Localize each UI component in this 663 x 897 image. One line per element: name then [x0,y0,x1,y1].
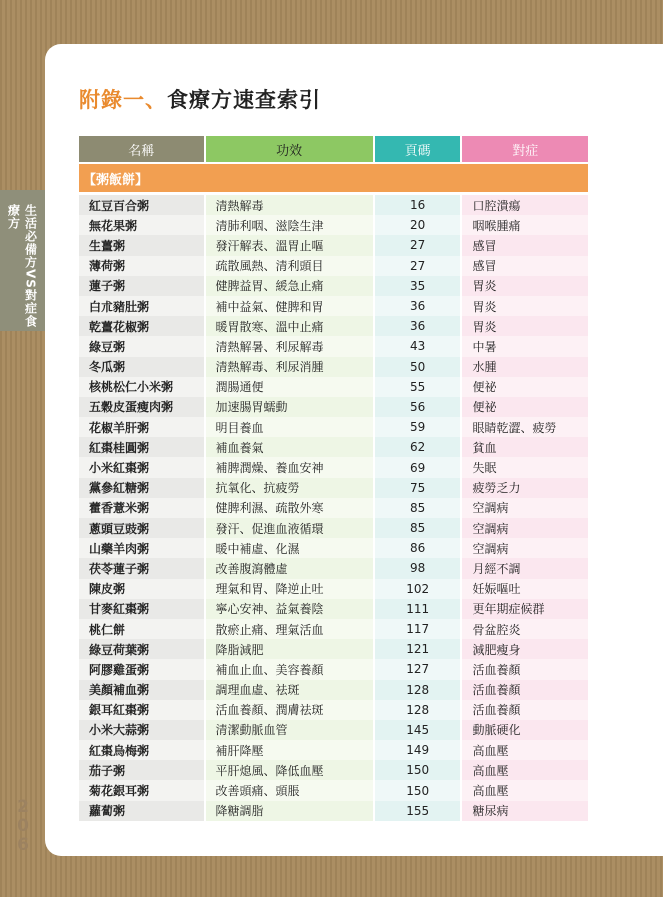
recipe-symptom: 貧血 [462,437,588,457]
recipe-symptom: 感冒 [462,256,588,276]
table-row [79,235,588,255]
recipe-name: 菊花銀耳粥 [79,780,204,800]
table-row [79,801,588,821]
recipe-page: 75 [375,478,461,498]
recipe-page: 50 [375,357,461,377]
table-row [79,780,588,800]
recipe-effect: 調理血虛、祛斑 [206,680,373,700]
recipe-name: 綠豆荷葉粥 [79,639,204,659]
recipe-page: 20 [375,215,461,235]
table-row [79,639,588,659]
table-row [79,599,588,619]
recipe-effect: 疏散風熱、清利頭目 [206,256,373,276]
recipe-page: 62 [375,437,461,457]
recipe-page: 85 [375,518,461,538]
recipe-effect: 補脾潤燥、養血安神 [206,457,373,477]
recipe-page: 59 [375,417,461,437]
recipe-effect: 補中益氣、健脾和胃 [206,296,373,316]
recipe-page: 27 [375,235,461,255]
recipe-effect: 補肝降壓 [206,740,373,760]
table-row [79,760,588,780]
recipe-page: 155 [375,801,461,821]
recipe-name: 紅棗桂圓粥 [79,437,204,457]
recipe-name: 茯苓蓮子粥 [79,558,204,578]
page-title [79,84,321,114]
recipe-symptom: 骨盆腔炎 [462,619,588,639]
recipe-effect: 散瘀止痛、理氣活血 [206,619,373,639]
recipe-name: 生薑粥 [79,235,204,255]
chapter-side-tab [0,190,45,331]
header-name: 名稱 [79,136,204,162]
table-row [79,720,588,740]
recipe-page: 55 [375,377,461,397]
recipe-symptom: 水腫 [462,357,588,377]
recipe-symptom: 動脈硬化 [462,720,588,740]
recipe-name: 蔥頭豆豉粥 [79,518,204,538]
recipe-symptom: 活血養顏 [462,700,588,720]
recipe-effect: 平肝熄風、降低血壓 [206,760,373,780]
recipe-page: 36 [375,296,461,316]
recipe-effect: 健脾益胃、緩急止痛 [206,276,373,296]
recipe-symptom: 感冒 [462,235,588,255]
recipe-page: 85 [375,498,461,518]
recipe-name: 蘿蔔粥 [79,801,204,821]
recipe-effect: 潤腸通便 [206,377,373,397]
recipe-name: 白朮豬肚粥 [79,296,204,316]
table-body [79,195,588,821]
recipe-symptom: 空調病 [462,498,588,518]
recipe-symptom: 高血壓 [462,780,588,800]
recipe-symptom: 減肥瘦身 [462,639,588,659]
recipe-symptom: 口腔潰瘍 [462,195,588,215]
table-row [79,518,588,538]
recipe-page: 128 [375,700,461,720]
recipe-page: 117 [375,619,461,639]
recipe-page: 149 [375,740,461,760]
recipe-effect: 發汗、促進血液循環 [206,518,373,538]
table-row [79,659,588,679]
recipe-effect: 加速腸胃蠕動 [206,397,373,417]
title-main: 食療方速查索引 [167,88,321,112]
recipe-page: 35 [375,276,461,296]
recipe-page: 150 [375,780,461,800]
recipe-page: 69 [375,457,461,477]
table-row [79,700,588,720]
recipe-effect: 抗氧化、抗疲勞 [206,478,373,498]
recipe-name: 乾薑花椒粥 [79,316,204,336]
recipe-symptom: 活血養顏 [462,680,588,700]
recipe-symptom: 胃炎 [462,316,588,336]
recipe-page: 36 [375,316,461,336]
recipe-symptom: 空調病 [462,538,588,558]
table-row [79,478,588,498]
recipe-page: 27 [375,256,461,276]
recipe-effect: 改善腹瀉體虛 [206,558,373,578]
table-row [79,558,588,578]
recipe-symptom: 高血壓 [462,740,588,760]
recipe-name: 蓮子粥 [79,276,204,296]
recipe-name: 阿膠雞蛋粥 [79,659,204,679]
table-row [79,276,588,296]
recipe-name: 藿香薏米粥 [79,498,204,518]
recipe-effect: 寧心安神、益氣養陰 [206,599,373,619]
recipe-effect: 活血養顏、潤膚祛斑 [206,700,373,720]
recipe-symptom: 更年期症候群 [462,599,588,619]
table-row [79,579,588,599]
table-row [79,498,588,518]
recipe-effect: 降脂減肥 [206,639,373,659]
recipe-page: 43 [375,336,461,356]
recipe-name: 陳皮粥 [79,579,204,599]
recipe-name: 黨參紅糖粥 [79,478,204,498]
recipe-effect: 明目養血 [206,417,373,437]
recipe-effect: 理氣和胃、降逆止吐 [206,579,373,599]
recipe-name: 綠豆粥 [79,336,204,356]
table-row [79,619,588,639]
recipe-name: 銀耳紅棗粥 [79,700,204,720]
recipe-effect: 補血養氣 [206,437,373,457]
table-row [79,256,588,276]
recipe-symptom: 妊娠嘔吐 [462,579,588,599]
table-row [79,437,588,457]
recipe-page: 86 [375,538,461,558]
table-header [79,136,588,162]
recipe-symptom: 胃炎 [462,276,588,296]
recipe-page: 16 [375,195,461,215]
recipe-name: 紅棗烏梅粥 [79,740,204,760]
table-row [79,296,588,316]
recipe-effect: 發汗解表、溫胃止嘔 [206,235,373,255]
recipe-symptom: 眼睛乾澀、疲勞 [462,417,588,437]
title-prefix: 附錄一、 [79,88,167,112]
recipe-symptom: 月經不調 [462,558,588,578]
table-row [79,195,588,215]
recipe-name: 山藥羊肉粥 [79,538,204,558]
table-row [79,316,588,336]
recipe-effect: 清熱解毒、利尿消腫 [206,357,373,377]
recipe-effect: 清潔動脈血管 [206,720,373,740]
table-row [79,336,588,356]
recipe-page: 102 [375,579,461,599]
recipe-symptom: 便祕 [462,397,588,417]
recipe-page: 56 [375,397,461,417]
recipe-index-table [79,136,588,821]
recipe-symptom: 高血壓 [462,760,588,780]
recipe-symptom: 疲勞乏力 [462,478,588,498]
recipe-effect: 降糖調脂 [206,801,373,821]
table-row [79,740,588,760]
recipe-effect: 清熱解暑、利尿解毒 [206,336,373,356]
category-heading: 【粥飯餅】 [79,164,588,192]
header-symptom: 對症 [462,136,588,162]
page-number: 2 0 6 [17,797,29,855]
recipe-name: 薄荷粥 [79,256,204,276]
recipe-name: 茄子粥 [79,760,204,780]
recipe-name: 五穀皮蛋瘦肉粥 [79,397,204,417]
recipe-effect: 暖胃散寒、溫中止痛 [206,316,373,336]
table-row [79,457,588,477]
recipe-page: 150 [375,760,461,780]
recipe-page: 111 [375,599,461,619]
recipe-page: 98 [375,558,461,578]
recipe-effect: 補血止血、美容養顏 [206,659,373,679]
recipe-name: 美顏補血粥 [79,680,204,700]
chapter-side-tab-label: 生活必備方VS對症食療方 [6,204,38,328]
recipe-page: 128 [375,680,461,700]
recipe-page: 121 [375,639,461,659]
recipe-symptom: 活血養顏 [462,659,588,679]
table-row [79,357,588,377]
recipe-page: 127 [375,659,461,679]
table-row [79,680,588,700]
recipe-page: 145 [375,720,461,740]
table-row [79,377,588,397]
recipe-effect: 清肺利咽、滋陰生津 [206,215,373,235]
recipe-name: 冬瓜粥 [79,357,204,377]
recipe-name: 桃仁餅 [79,619,204,639]
recipe-symptom: 便祕 [462,377,588,397]
recipe-name: 小米大蒜粥 [79,720,204,740]
recipe-effect: 改善頭痛、頭脹 [206,780,373,800]
recipe-symptom: 空調病 [462,518,588,538]
table-row [79,397,588,417]
recipe-name: 紅豆百合粥 [79,195,204,215]
recipe-symptom: 胃炎 [462,296,588,316]
table-row [79,417,588,437]
header-page: 頁碼 [375,136,461,162]
recipe-symptom: 糖尿病 [462,801,588,821]
recipe-name: 花椒羊肝粥 [79,417,204,437]
table-row [79,215,588,235]
recipe-symptom: 中暑 [462,336,588,356]
recipe-name: 甘麥紅棗粥 [79,599,204,619]
table-row [79,538,588,558]
header-effect: 功效 [206,136,373,162]
recipe-name: 小米紅棗粥 [79,457,204,477]
recipe-symptom: 失眠 [462,457,588,477]
recipe-symptom: 咽喉腫痛 [462,215,588,235]
recipe-name: 核桃松仁小米粥 [79,377,204,397]
recipe-effect: 健脾利濕、疏散外寒 [206,498,373,518]
recipe-effect: 暖中補虛、化濕 [206,538,373,558]
recipe-effect: 清熱解毒 [206,195,373,215]
recipe-name: 無花果粥 [79,215,204,235]
